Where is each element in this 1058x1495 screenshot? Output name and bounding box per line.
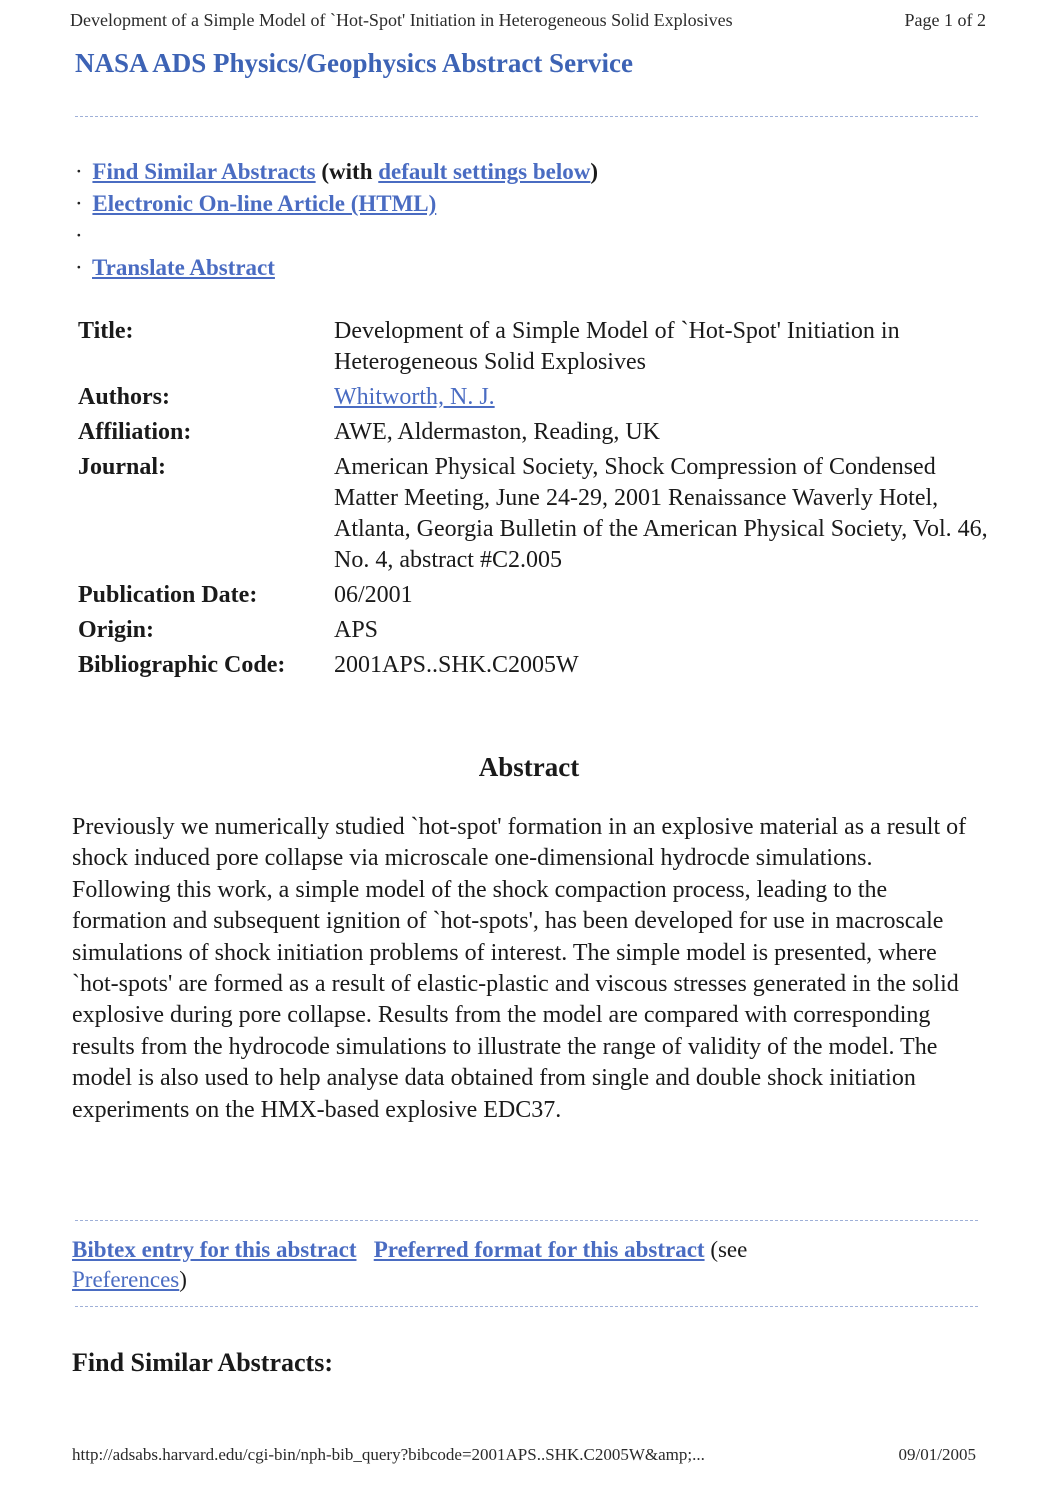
print-footer-date: 09/01/2005 [898,1445,976,1464]
pubdate-label: Publication Date: [78,582,258,608]
format-links [72,1235,952,1295]
author-link[interactable]: Whitworth, N. J. [334,384,495,410]
abstract-heading: Abstract [478,752,580,782]
divider-top [75,116,978,117]
title-label: Title: [78,318,134,344]
close-paren-text: ) [179,1267,187,1292]
bullet-dot: · [75,255,83,280]
bullet-empty [75,220,598,252]
metadata-table [78,312,988,681]
find-similar-heading: Find Similar Abstracts: [72,1348,333,1377]
meta-row-title [78,312,988,378]
translate-abstract-link[interactable]: Translate Abstract [92,255,275,280]
pubdate-value: 06/2001 [334,582,413,608]
origin-label: Origin: [78,617,154,643]
divider-bottom-2 [75,1306,978,1307]
meta-row-pubdate [78,576,988,611]
see-text: (see [710,1237,748,1262]
bibtex-link[interactable]: Bibtex entry for this abstract [72,1237,357,1262]
bullet-dot: · [75,159,83,184]
bullet-dot: · [75,191,83,216]
preferred-format-link[interactable]: Preferred format for this abstract [373,1237,705,1262]
bullet-translate [75,252,598,284]
bibcode-label: Bibliographic Code: [78,652,286,678]
preferences-link[interactable]: Preferences [72,1267,180,1292]
origin-value: APS [334,617,379,643]
journal-value: American Physical Society, Shock Compression of Condensed Matter Meeting, June 24-29, 2001 Renaissance Waverly Hotel, Atlanta, Georgia Bulletin of the American Physical Society, Vol. 46, No. 4, abstract #C2.005 [334,454,988,573]
with-close-text: ) [590,159,599,184]
bibcode-value: 2001APS..SHK.C2005W [334,652,579,678]
bullet-find-similar [75,156,598,188]
print-footer-url: http://adsabs.harvard.edu/cgi-bin/nph-bib_query?bibcode=2001APS..SHK.C2005W&amp;... [72,1445,705,1464]
action-links [75,156,598,284]
with-text: (with [321,159,373,184]
site-title: NASA ADS Physics/Geophysics Abstract Service [75,48,634,78]
abstract-text: Previously we numerically studied `hot-spot' formation in an explosive material as a result of shock induced pore collapse via microscale one-dimensional hydrocde simulations. Following this work, a simple model of the shock compaction process, leading to the formation and subsequent ignition of `hot-spots', has been developed for use in macroscale simulations of shock initiation problems of interest. The simple model is presented, where `hot-spots' are formed as a result of elastic-plastic and viscous stresses generated in the solid explosive during pore collapse. Results from the model are compared with corresponding results from the hydrocode simulations to illustrate the range of validity of the model. The model is also used to help analyse data obtained from single and double shock initiation experiments on the HMX-based explosive EDC37. [72,814,967,1123]
journal-label: Journal: [78,454,167,480]
affiliation-label: Affiliation: [78,419,192,445]
print-footer [72,1445,976,1465]
meta-row-authors [78,378,988,413]
print-header-page: Page 1 of 2 [904,10,986,30]
electronic-article-link[interactable]: Electronic On-line Article (HTML) [92,191,437,216]
meta-row-journal [78,448,988,576]
default-settings-link[interactable]: default settings below [378,159,591,184]
bullet-dot: · [75,223,83,248]
divider-bottom-1 [75,1220,978,1221]
find-similar-link[interactable]: Find Similar Abstracts [92,159,316,184]
print-header-title: Development of a Simple Model of `Hot-Spot' Initiation in Heterogeneous Solid Explosives [70,10,733,30]
meta-row-origin [78,611,988,646]
bullet-electronic-article [75,188,598,220]
authors-label: Authors: [78,384,171,410]
print-header [70,10,986,31]
affiliation-value: AWE, Aldermaston, Reading, UK [334,419,661,445]
title-value: Development of a Simple Model of `Hot-Spot' Initiation in Heterogeneous Solid Explosives [334,318,900,375]
meta-row-affiliation [78,413,988,448]
meta-row-bibcode [78,646,988,681]
